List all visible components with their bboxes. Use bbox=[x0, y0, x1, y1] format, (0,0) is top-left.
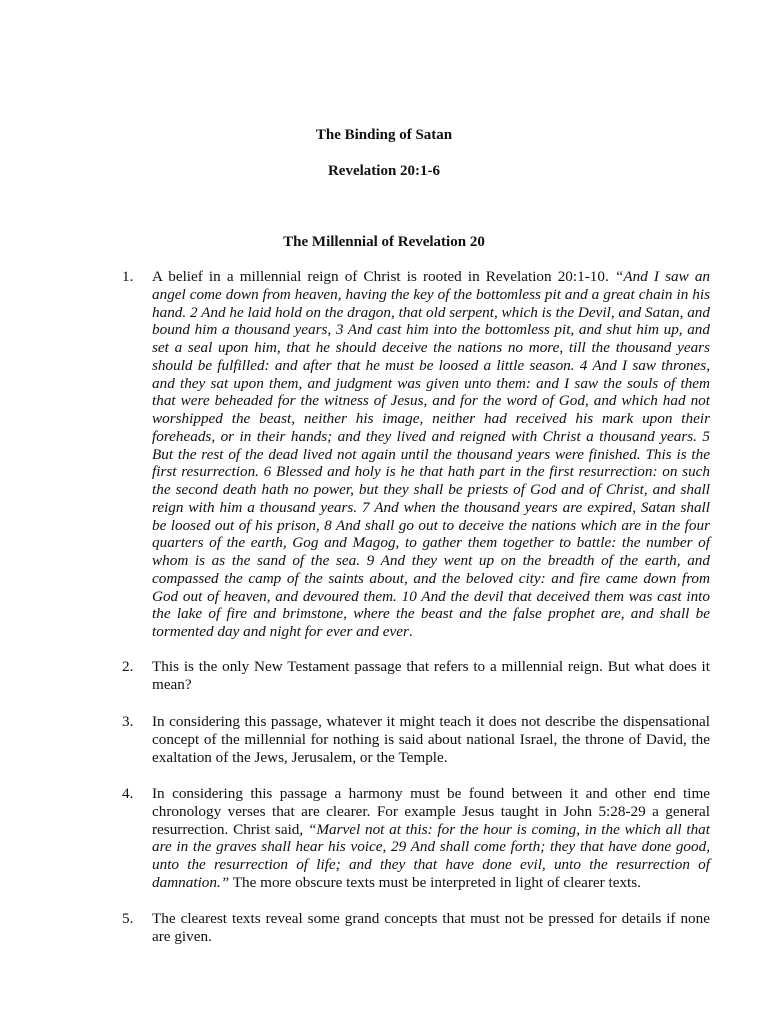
scripture-reference: Revelation 20:1-6 bbox=[327, 163, 441, 179]
list-item bbox=[122, 268, 710, 641]
scripture-quote: “And I saw an angel come down from heaven, having the key of the bottomless pit and a great chain in his hand. 2 And he laid hold on the dragon, that old serpent, which is the Devil, and Satan, and bound him a thousand years, 3 And cast him into the bottomless pit, and shut him up, and set a seal upon him, that he should deceive the nations no more, till the thousand years should be fulfilled: and after that he must be loosed a little season. 4 And I saw thrones, and they sat upon them, and judgment was given unto them: and I saw the souls of them that were beheaded for the witness of Jesus, and for the word of God, and which had not worshipped the beast, neither his image, neither had received his mark upon their foreheads, or in their hands; and they lived and reigned with Christ a thousand years. 5 But the rest of the dead lived not again until the thousand years were finished. This is the first resurrection. 6 Blessed and holy is he that hath part in the first resurrection: on such the second death hath no power, but they shall be priests of God and of Christ, and shall reign with him a thousand years. 7 And when the thousand years are expired, Satan shall be loosed out of his prison, 8 And shall go out to deceive the nations which are in the four quarters of the earth, Gog and Magog, to gather them together to battle: the number of whom is as the sand of the sea. 9 And they went up on the breadth of the earth, and compassed the camp of the saints about, and the beloved city: and fire came down from God out of heaven, and devoured them. 10 And the devil that deceived them was cast into the lake of fire and brimstone, where the beast and the false prophet are, and shall be tormented day and night for ever and ever bbox=[152, 268, 711, 640]
list-item-text: This is the only New Testament passage that refers to a millennial reign. But what does it mean? bbox=[152, 658, 710, 693]
list-item-number: 5. bbox=[122, 910, 134, 927]
list-item bbox=[122, 713, 710, 766]
list-item-text bbox=[152, 268, 710, 641]
list-item bbox=[122, 785, 710, 892]
item-tail-text: The more obscure texts must be interpreted in light of clearer texts. bbox=[229, 873, 641, 891]
list-item-text: The clearest texts reveal some grand concepts that must not be pressed for details if none are given. bbox=[152, 910, 710, 945]
item-plain-text: In considering this passage a harmony must be found between it and other end time chronology verses that are clearer. For example Jesus taught in John 5:28-29 a general resurrection. Christ said, bbox=[152, 785, 710, 838]
document-title: The Binding of Satan bbox=[315, 127, 453, 143]
list-item-number: 4. bbox=[122, 785, 134, 802]
list-item-number: 2. bbox=[122, 658, 134, 675]
list-item-text bbox=[152, 785, 710, 892]
list-item bbox=[122, 658, 710, 694]
item-tail-text: . bbox=[408, 623, 413, 640]
list-item-number: 1. bbox=[122, 268, 134, 285]
scripture-quote: “Marvel not at this: for the hour is coming, in the which all that are in the graves shall hear his voice, 29 And shall come forth; they that have done good, unto the resurrection of life; and they that have done evil, unto the resurrection of damnation.” bbox=[152, 820, 710, 891]
list-item-number: 3. bbox=[122, 713, 134, 730]
list-item bbox=[122, 910, 710, 946]
item-plain-text: A belief in a millennial reign of Christ is rooted in Revelation 20:1-10. bbox=[152, 268, 615, 285]
section-heading: The Millennial of Revelation 20 bbox=[283, 234, 485, 250]
list-item-text: In considering this passage, whatever it might teach it does not describe the dispensational concept of the millennial for nothing is said about national Israel, the throne of David, the exaltation of the Jews, Jerusalem, or the Temple. bbox=[152, 713, 710, 766]
